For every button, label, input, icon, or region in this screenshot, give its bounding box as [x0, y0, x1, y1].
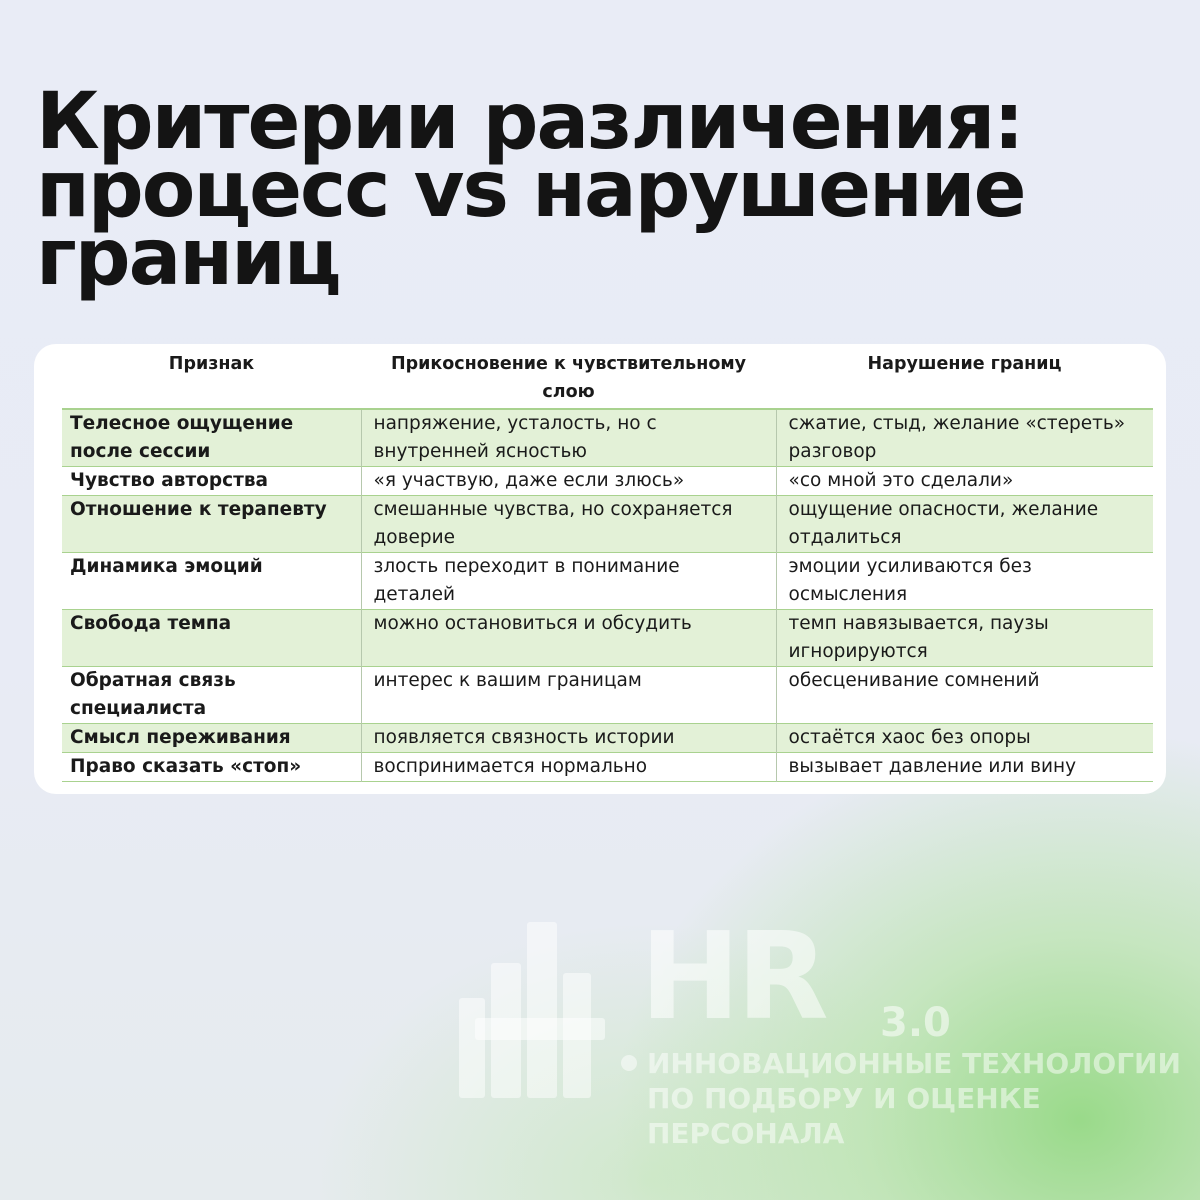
- table-row: [62, 467, 1153, 496]
- cell-sign: Обратная связь специалиста: [70, 670, 236, 719]
- logo-version: 3.0: [880, 1000, 951, 1046]
- table-row: [62, 409, 1153, 467]
- header-violation: Нарушение границ: [867, 354, 1062, 374]
- header-process: Прикосновение к чувствительному слою: [390, 354, 747, 402]
- cell-violation: темп навязывается, паузы игнорируются: [776, 610, 1153, 667]
- cell-process: смешанные чувства, но сохраняется доверие: [361, 496, 776, 553]
- comparison-table: [62, 350, 1153, 782]
- table-row: [62, 553, 1153, 610]
- hr-logo-watermark: [455, 908, 1181, 1158]
- cell-violation: сжатие, стыд, желание «стереть» разговор: [776, 409, 1153, 467]
- title-line-2: процесс vs нарушение: [36, 145, 1025, 235]
- table-row: [62, 667, 1153, 724]
- cell-sign: Чувство авторства: [70, 470, 269, 491]
- cell-process: интерес к вашим границам: [361, 667, 776, 724]
- cell-sign: Смысл переживания: [62, 724, 361, 753]
- table-row: [62, 724, 1153, 753]
- cell-violation: остаётся хаос без опоры: [776, 724, 1153, 753]
- table-row: [62, 753, 1153, 782]
- cell-process: «я участвую, даже если злюсь»: [361, 467, 776, 496]
- tagline-line-1: ИННОВАЦИОННЫЕ ТЕХНОЛОГИИ: [647, 1047, 1181, 1080]
- cell-violation: эмоции усиливаются без осмысления: [776, 553, 1153, 610]
- cell-sign: Свобода темпа: [62, 610, 361, 667]
- cell-process: злость переходит в понимание деталей: [361, 553, 776, 610]
- cell-sign: Право сказать «стоп»: [70, 756, 302, 777]
- cell-process: воспринимается нормально: [361, 753, 776, 782]
- page-title: [36, 77, 1136, 303]
- bars-logo-icon: [455, 918, 625, 1108]
- logo-wordmark: HR: [640, 908, 825, 1047]
- cell-process: появляется связность истории: [361, 724, 776, 753]
- table-header-row: [62, 350, 1153, 409]
- cell-sign: Динамика эмоций: [70, 556, 263, 577]
- comparison-card: [34, 344, 1166, 794]
- cell-sign: Отношение к терапевту: [62, 496, 361, 553]
- cell-process: напряжение, усталость, но с внутренней ясностью: [361, 409, 776, 467]
- tagline-line-2: ПО ПОДБОРУ И ОЦЕНКЕ: [647, 1082, 1041, 1115]
- cell-violation: вызывает давление или вину: [776, 753, 1153, 782]
- bullet-dot-icon: [621, 1055, 637, 1071]
- header-sign: Признак: [168, 354, 255, 374]
- cell-process: можно остановиться и обсудить: [361, 610, 776, 667]
- table-row: [62, 496, 1153, 553]
- tagline-line-3: ПЕРСОНАЛА: [647, 1117, 845, 1150]
- table-row: [62, 610, 1153, 667]
- title-line-3: границ: [36, 213, 340, 303]
- cell-violation: «со мной это сделали»: [776, 467, 1153, 496]
- title-line-1: Критерии различения:: [36, 77, 1023, 167]
- logo-tagline: [647, 1046, 1187, 1151]
- cell-violation: ощущение опасности, желание отдалиться: [776, 496, 1153, 553]
- cell-sign: Телесное ощущение после сессии: [62, 409, 361, 467]
- cell-violation: обесценивание сомнений: [776, 667, 1153, 724]
